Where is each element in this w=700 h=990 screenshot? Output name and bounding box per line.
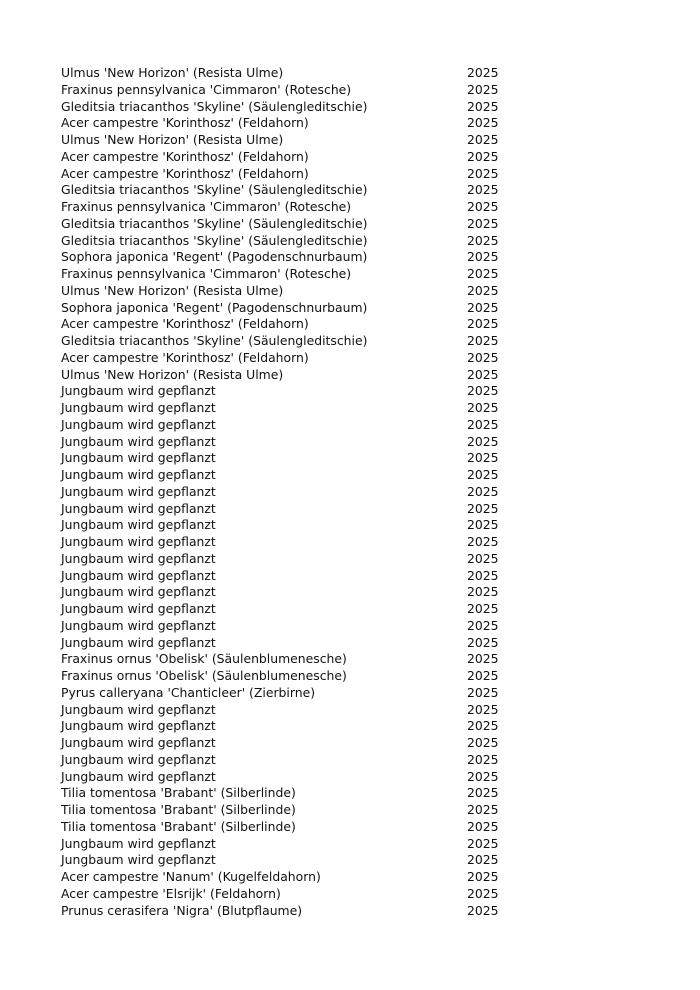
list-item [61,182,521,199]
tree-name: Gleditsia triacanthos 'Skyline' (Säulengleditschie) [61,232,368,248]
planting-year: 2025 [467,400,499,415]
tree-name: Ulmus 'New Horizon' (Resista Ulme) [61,132,284,147]
planting-year: 2025 [467,601,499,616]
list-item [61,333,521,350]
tree-name: Jungbaum wird gepflanzt [61,534,216,549]
planting-year: 2025 [467,215,499,231]
tree-name: Jungbaum wird gepflanzt [61,433,216,449]
tree-name: Fraxinus pennsylvanica 'Cimmaron' (Rotesche) [61,199,352,214]
list-item [61,149,521,166]
planting-year: 2025 [467,818,499,834]
tree-name: Gleditsia triacanthos 'Skyline' (Säulengleditschie) [61,98,368,114]
planting-year: 2025 [467,500,499,516]
tree-name: Fraxinus ornus 'Obelisk' (Säulenblumenesche) [61,668,347,683]
tree-name: Jungbaum wird gepflanzt [61,634,216,650]
tree-name: Jungbaum wird gepflanzt [61,735,216,750]
planting-year: 2025 [467,98,499,114]
list-item [61,166,521,183]
list-item [61,702,521,719]
planting-year: 2025 [467,450,499,466]
tree-name: Ulmus 'New Horizon' (Resista Ulme) [61,65,284,80]
list-item [61,668,521,685]
list-item [61,618,521,635]
list-item [61,467,521,484]
planting-year: 2025 [467,534,499,549]
tree-name: Jungbaum wird gepflanzt [61,467,216,482]
tree-name: Jungbaum wird gepflanzt [61,835,216,851]
planting-year: 2025 [467,902,499,918]
planting-year: 2025 [467,199,499,214]
planting-year: 2025 [467,249,499,265]
tree-name: Jungbaum wird gepflanzt [61,500,216,516]
tree-name: Fraxinus ornus 'Obelisk' (Säulenblumenesche) [61,651,347,667]
list-item [61,501,521,518]
planting-year: 2025 [467,383,499,399]
list-item [61,685,521,702]
planting-year: 2025 [467,366,499,382]
tree-name: Jungbaum wird gepflanzt [61,450,216,466]
list-item [61,752,521,769]
planting-year: 2025 [467,768,499,784]
planting-year: 2025 [467,852,499,868]
planting-year: 2025 [467,333,499,348]
planting-year: 2025 [467,550,499,566]
tree-name: Fraxinus pennsylvanica 'Cimmaron' (Rotesche) [61,266,352,281]
tree-name: Jungbaum wird gepflanzt [61,517,216,533]
list-item [61,65,521,82]
planting-year: 2025 [467,517,499,533]
tree-name: Acer campestre 'Korinthosz' (Feldahorn) [61,316,309,332]
list-item [61,316,521,333]
list-item [61,534,521,551]
tree-name: Jungbaum wird gepflanzt [61,567,216,583]
tree-name: Acer campestre 'Korinthosz' (Feldahorn) [61,349,309,365]
tree-name: Gleditsia triacanthos 'Skyline' (Säulengleditschie) [61,215,368,231]
planting-year: 2025 [467,148,499,164]
list-item [61,199,521,216]
planting-year: 2025 [467,81,499,97]
tree-name: Acer campestre 'Korinthosz' (Feldahorn) [61,148,309,164]
planting-year: 2025 [467,165,499,181]
tree-name: Jungbaum wird gepflanzt [61,617,216,633]
list-item [61,517,521,534]
list-item [61,434,521,451]
planting-year: 2025 [467,467,499,482]
list-item [61,249,521,266]
list-item [61,233,521,250]
tree-name: Jungbaum wird gepflanzt [61,701,216,717]
planting-year: 2025 [467,869,499,884]
planting-year: 2025 [467,65,499,80]
planting-year: 2025 [467,584,499,600]
planting-year: 2025 [467,182,499,198]
list-item [61,735,521,752]
tree-name: Tilia tomentosa 'Brabant' (Silberlinde) [61,818,296,834]
planting-year: 2025 [467,316,499,332]
list-item [61,785,521,802]
planting-year: 2025 [467,282,499,298]
planting-year: 2025 [467,299,499,315]
tree-name: Ulmus 'New Horizon' (Resista Ulme) [61,282,284,298]
list-item [61,216,521,233]
list-item [61,836,521,853]
planting-year: 2025 [467,349,499,365]
tree-name: Jungbaum wird gepflanzt [61,751,216,767]
planting-year: 2025 [467,701,499,717]
planting-year: 2025 [467,232,499,248]
list-item [61,819,521,836]
tree-name: Jungbaum wird gepflanzt [61,383,216,399]
list-item [61,886,521,903]
tree-name: Acer campestre 'Korinthosz' (Feldahorn) [61,115,309,131]
tree-name: Ulmus 'New Horizon' (Resista Ulme) [61,366,284,382]
tree-name: Sophora japonica 'Regent' (Pagodenschnurbaum) [61,299,368,315]
planting-year: 2025 [467,684,499,700]
planting-year: 2025 [467,668,499,683]
list-item [61,802,521,819]
list-item [61,383,521,400]
tree-name: Acer campestre 'Nanum' (Kugelfeldahorn) [61,869,321,884]
tree-name: Jungbaum wird gepflanzt [61,852,216,868]
planting-year: 2025 [467,651,499,667]
list-item [61,551,521,568]
list-item [61,115,521,132]
planting-year: 2025 [467,634,499,650]
tree-name: Jungbaum wird gepflanzt [61,584,216,600]
list-item [61,651,521,668]
tree-name: Fraxinus pennsylvanica 'Cimmaron' (Rotesche) [61,81,352,97]
list-item [61,869,521,886]
planting-year: 2025 [467,751,499,767]
list-item [61,769,521,786]
tree-planting-list [61,65,521,919]
tree-name: Sophora japonica 'Regent' (Pagodenschnurbaum) [61,249,368,265]
tree-name: Acer campestre 'Korinthosz' (Feldahorn) [61,165,309,181]
list-item [61,568,521,585]
list-item [61,718,521,735]
planting-year: 2025 [467,115,499,131]
tree-name: Tilia tomentosa 'Brabant' (Silberlinde) [61,785,296,801]
tree-name: Gleditsia triacanthos 'Skyline' (Säulengleditschie) [61,182,368,198]
tree-name: Tilia tomentosa 'Brabant' (Silberlinde) [61,802,296,817]
planting-year: 2025 [467,785,499,801]
tree-name: Jungbaum wird gepflanzt [61,718,216,734]
planting-year: 2025 [467,735,499,750]
list-item [61,450,521,467]
tree-name: Acer campestre 'Elsrijk' (Feldahorn) [61,885,281,901]
list-item [61,484,521,501]
tree-name: Gleditsia triacanthos 'Skyline' (Säulengleditschie) [61,333,368,348]
list-item [61,367,521,384]
list-item [61,99,521,116]
tree-name: Prunus cerasifera 'Nigra' (Blutpflaume) [61,902,303,918]
tree-name: Jungbaum wird gepflanzt [61,550,216,566]
planting-year: 2025 [467,567,499,583]
list-item [61,266,521,283]
planting-year: 2025 [467,802,499,817]
planting-year: 2025 [467,132,499,147]
planting-year: 2025 [467,718,499,734]
planting-year: 2025 [467,885,499,901]
list-item [61,903,521,920]
list-item [61,132,521,149]
list-item [61,601,521,618]
list-item [61,635,521,652]
list-item [61,283,521,300]
list-item [61,584,521,601]
tree-name: Jungbaum wird gepflanzt [61,416,216,432]
list-item [61,417,521,434]
tree-name: Jungbaum wird gepflanzt [61,400,216,415]
planting-year: 2025 [467,483,499,499]
list-item [61,400,521,417]
tree-name: Pyrus calleryana 'Chanticleer' (Zierbirne) [61,684,316,700]
planting-year: 2025 [467,835,499,851]
tree-name: Jungbaum wird gepflanzt [61,483,216,499]
planting-year: 2025 [467,266,499,281]
list-item [61,852,521,869]
planting-year: 2025 [467,416,499,432]
planting-year: 2025 [467,433,499,449]
list-item [61,300,521,317]
tree-name: Jungbaum wird gepflanzt [61,601,216,616]
tree-name: Jungbaum wird gepflanzt [61,768,216,784]
list-item [61,82,521,99]
planting-year: 2025 [467,617,499,633]
list-item [61,350,521,367]
